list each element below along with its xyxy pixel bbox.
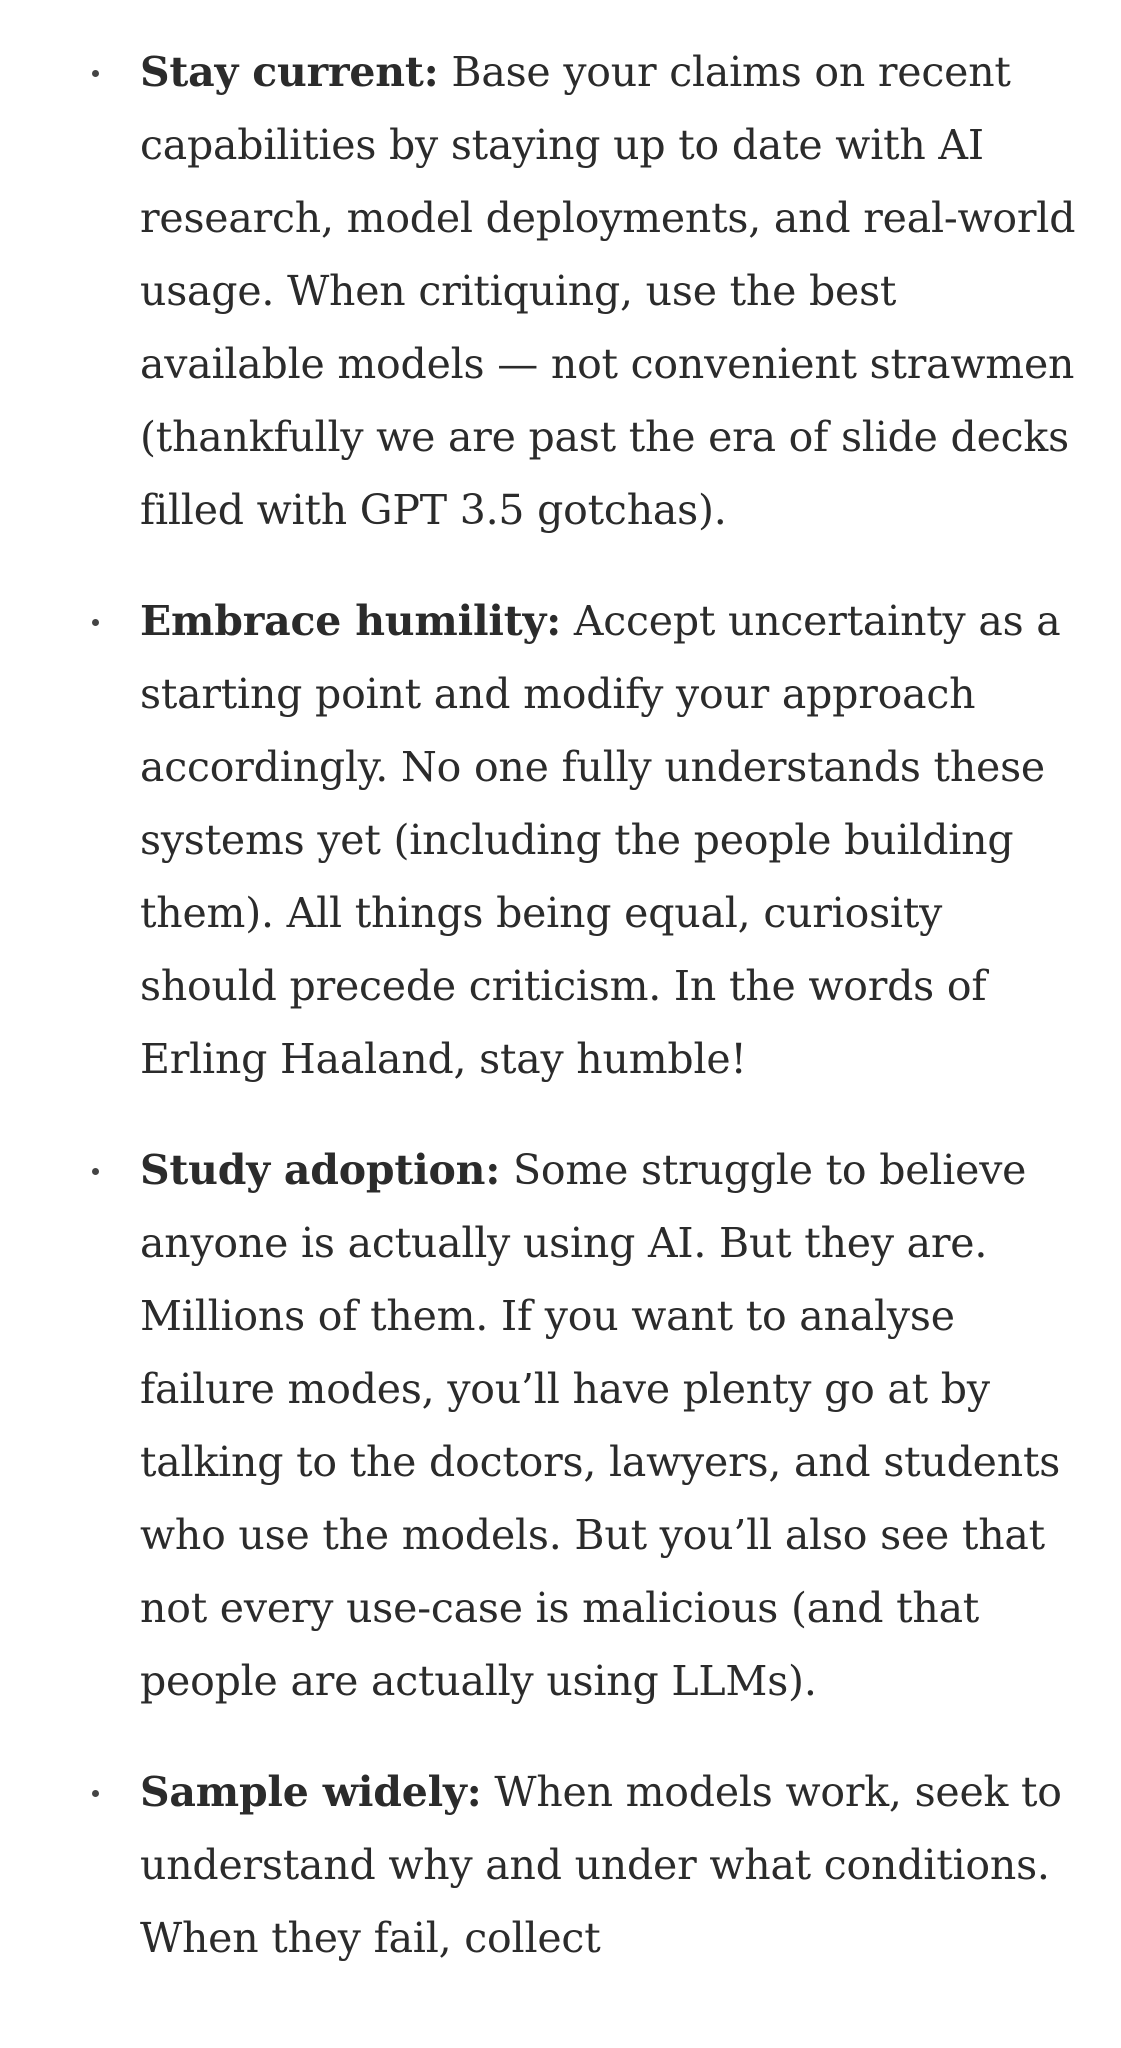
bullet-dot-icon	[92, 70, 99, 77]
list-item	[0, 36, 1121, 547]
bullet-dot-icon	[92, 619, 99, 626]
bullet-text: Some struggle to believe anyone is actually using AI. But they are. Millions of them. If you want to analyse failure modes, you’ll have plenty go at by talking to the doctors, lawyers, and students who use the models. But you’ll also see that not every use-case is malicious (and that people are actually using LLMs).	[140, 1146, 1061, 1705]
bullet-text: When models work, seek to understand why and under what conditions. When they fail, collect	[140, 1768, 1062, 1962]
bullet-term: Embrace humility:	[140, 597, 562, 645]
bullet-term: Study adoption:	[140, 1146, 501, 1194]
list-item	[0, 1134, 1121, 1718]
bullet-list	[0, 36, 1121, 2013]
bullet-text: Base your claims on recent capabilities by staying up to date with AI research, model deployments, and real-world usage. When critiquing, use the best available models — not convenient strawmen (thankfully we are past the era of slide decks filled with GPT 3.5 gotchas).	[140, 48, 1076, 534]
bullet-dot-icon	[92, 1168, 99, 1175]
bullet-dot-icon	[92, 1790, 99, 1797]
list-item	[0, 1756, 1121, 1975]
list-item	[0, 585, 1121, 1096]
bullet-text: Accept uncertainty as a starting point and modify your approach accordingly. No one fully understands these systems yet (including the people building them). All things being equal, curiosity should precede criticism. In the words of Erling Haaland, stay humble!	[140, 597, 1061, 1083]
bullet-term: Stay current:	[140, 48, 439, 96]
bullet-term: Sample widely:	[140, 1768, 482, 1816]
